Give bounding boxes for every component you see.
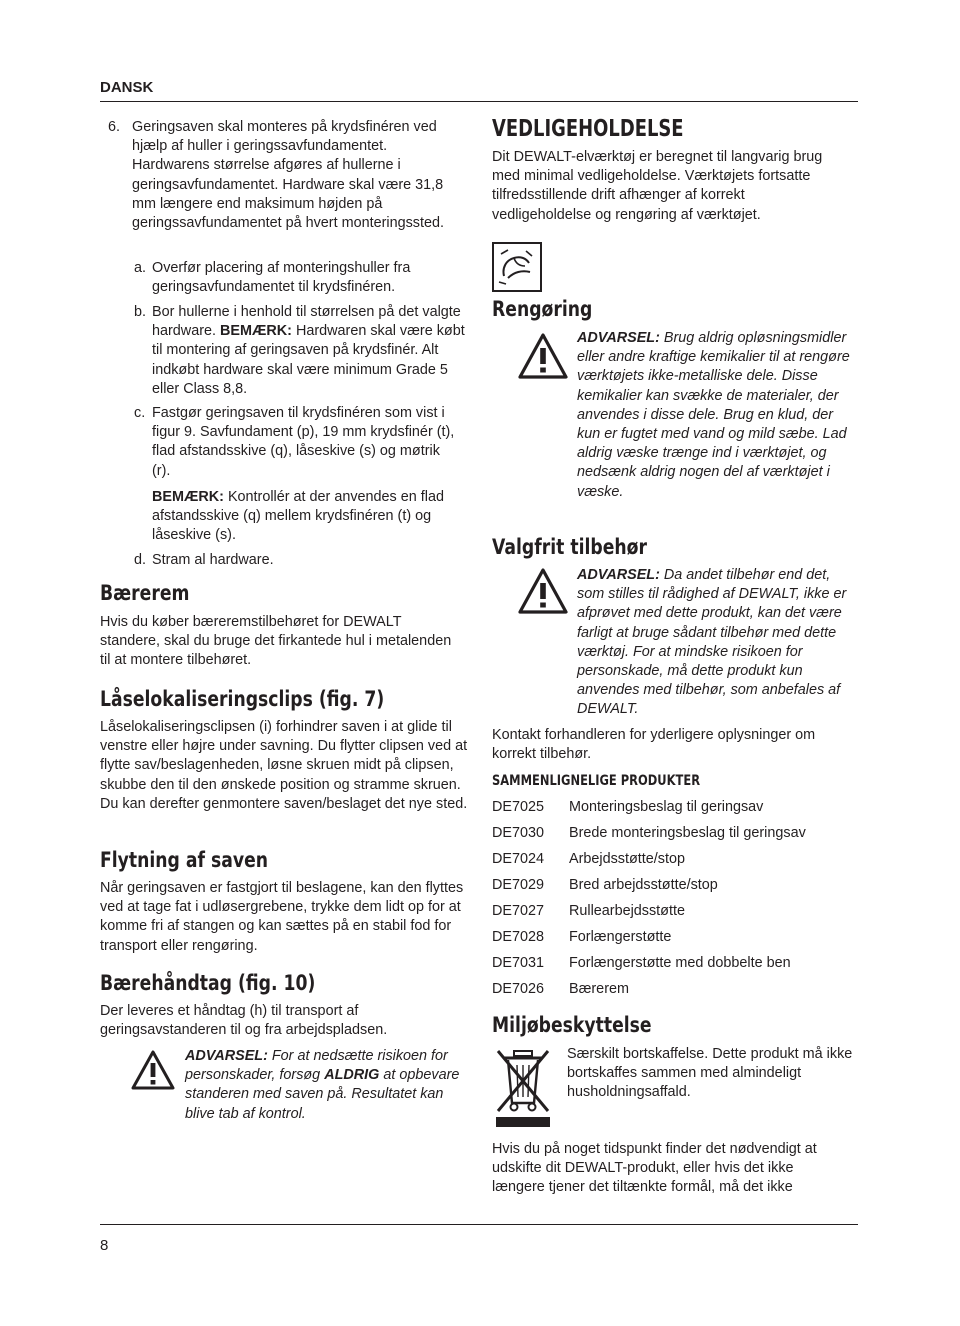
table-row [492,924,858,950]
item-d-text: Stram al hardware. [152,552,274,568]
warning-label: ADVARSEL: [185,1048,268,1064]
product-code: DE7030 [492,825,545,841]
rengoering-warning-label: ADVARSEL: [577,330,660,346]
product-code: DE7024 [492,851,545,867]
item-a-text: Overfør placering af monteringshuller fra geringsavfundamentet til krydsfinéren. [152,260,411,296]
products-table [492,794,858,1002]
item-c-note [152,488,468,546]
product-desc: Brede monteringsbeslag til geringsav [569,825,806,841]
products-heading: SAMMENLIGNELIGE PRODUKTER [492,773,701,789]
product-code: DE7029 [492,877,545,893]
table-row [492,976,858,1002]
rengoering-warning-text: Brug aldrig opløsningsmidler eller andre kraftige kemikalier til at rengøre værktøjets ikke-metalliske dele. Disse kemikalier kan svække de materialer, der anvendes i disse dele. Brug en klud, der kun er fugtet med vand og mild sæbe. Lad aldrig væske trænge ind i værktøjet, og nedsænk aldrig nogen del af værktøjet i væske. [577,330,850,500]
table-row [492,820,858,846]
item-c-note-label: BEMÆRK: [152,489,224,505]
item-b-note-label: BEMÆRK: [220,323,292,340]
product-code: DE7026 [492,981,545,997]
laase-text: Låselokaliseringsclipsen (i) forhindrer saven i at glide til venstre eller højre under savning. Du flytter clipsen ved at flytte sav/beslagenheden, løsne skruen midt på clipsen, skubbe den til den ønskede position og stramme skruen. Du kan derefter genmontere saven/beslaget det nye sted. [100,719,468,812]
item-d-label: d. [134,552,147,568]
miljoe-recycle-text: Særskilt bortskaffelse. Dette produkt må ikke bortskaffes sammen med almindeligt husholdningsaffald. [567,1046,853,1101]
table-row [492,794,858,820]
laase-heading: Låselokaliseringsclips (fig. 7) [100,687,385,711]
rengoering-warning [577,329,851,502]
table-row [492,872,858,898]
warning-text-1: For at nedsætte risikoen for personskader, forsøg [185,1048,448,1084]
product-desc: Forlængerstøtte [569,929,672,945]
tilbehoer-contact: Kontakt forhandleren for yderligere oplysninger om korrekt tilbehør. [492,727,816,763]
rengoering-heading: Rengøring [492,297,593,321]
miljoe-text: Hvis du på noget tidspunkt finder det nødvendigt at udskifte dit DEWALT-produkt, eller hvis det ikke længere tjener det tiltænkte formål, må det ikke [492,1141,817,1196]
item-6-text: Geringsaven skal monteres på krydsfinéren ved hjælp af huller i geringssavfundamentet. Hardwarens størrelse afgøres af hullerne i geringsavfundamentet. Hardware skal være 31,8 mm længere end maksimum højden på geringssavfundamentet på hvert monteringssted. [132,119,444,232]
item-c-note-text: Kontrollér at der anvendes en flad afstandsskive (q) mellem krydsfinéren (t) og låseskive (s). [152,489,444,544]
product-code: DE7025 [492,799,545,815]
footer-divider [100,1224,858,1225]
tilbehoer-warning [577,566,857,720]
baerehaandtag-text: Der leveres et håndtag (h) til transport af geringsavstanderen til og fra arbejdspladsen. [100,1003,388,1039]
item-a-label: a. [134,260,147,276]
table-row [492,950,858,976]
item-b-label: b. [134,304,147,320]
product-desc: Rullearbejdsstøtte [569,903,685,919]
item-a [134,259,460,297]
product-desc: Forlængerstøtte med dobbelte ben [569,955,791,971]
item-b-note-text: Hardwaren skal være købt til montering af geringsaven på krydsfinér. Alt indkøbt hardware skal være minimum Grade 5 eller Class 8,8. [152,323,465,397]
product-desc: Arbejdsstøtte/stop [569,851,685,867]
warning-triangle-icon [131,1050,175,1090]
vedligeholdelse-heading: VEDLIGEHOLDELSE [492,116,684,142]
warning-triangle-icon [518,333,568,379]
product-desc: Bred arbejdsstøtte/stop [569,877,718,893]
flytning-text: Når geringsaven er fastgjort til beslagene, kan den flyttes ved at tage fat i udløsergrebene, trykke dem lidt op for at komme fri af stangen og kan sættes på en stabil fod for transport eller rengøring. [100,880,464,954]
item-d [134,551,460,570]
table-row [492,898,858,924]
warning-text-2: at opbevare standeren med saven på. Resultatet kan blive tab af kontrol. [185,1067,460,1122]
product-desc: Bærerem [569,981,629,997]
baererem-text: Hvis du køber bæreremstilbehøret for DEWALT standere, skal du bruge det firkantede hul i metalenden til at montere tilbehøret. [100,614,452,669]
tilbehoer-warning-label: ADVARSEL: [577,567,660,583]
item-c-text: Fastgør geringsaven til krydsfinéren som vist i figur 9. Savfundament (p), 19 mm krydsfinér (t), flad afstandsskive (q), låseskive (s) og møtrik (r). [152,405,455,479]
crossed-out-bin-icon [492,1047,554,1129]
warning-emphasis: ALDRIG [324,1067,380,1084]
bracket-warning [185,1047,460,1124]
product-code: DE7028 [492,929,545,945]
baerehaandtag-heading: Bærehåndtag (fig. 10) [100,971,316,995]
tilbehoer-heading: Valgfrit tilbehør [492,535,647,559]
baererem-heading: Bærerem [100,581,190,605]
warning-triangle-icon [518,568,568,614]
item-6 [108,118,460,233]
page-number: 8 [100,1237,109,1254]
item-b [134,303,472,399]
product-code: DE7031 [492,955,545,971]
product-desc: Monteringsbeslag til geringsav [569,799,764,815]
item-c-label: c. [134,405,146,421]
miljoe-heading: Miljøbeskyttelse [492,1013,652,1037]
vedligeholdelse-text: Dit DEWALT-elværktøj er beregnet til langvarig brug med minimal vedligeholdelse. Værktøjets fortsatte tilfredsstillende drift afhænger af korrekt vedligeholdelse og rengøring af værktøjet. [492,149,823,223]
language-label: DANSK [100,79,154,96]
table-row [492,846,858,872]
cleaning-cloth-icon [492,242,542,292]
item-c [134,404,460,481]
item-6-number: 6. [108,119,121,135]
item-b-text: Bor hullerne i henhold til størrelsen på det valgte hardware. [152,304,461,340]
header-divider [100,101,858,102]
product-code: DE7027 [492,903,545,919]
tilbehoer-warning-text: Da andet tilbehør end det, som stilles til rådighed af DEWALT, ikke er afprøvet med dette produkt, kan det være farligt at bruge sådant tilbehør med dette værktøj. For at mindske risikoen for personskade, må dette produkt kun anvendes med tilbehør, som anbefales af DEWALT. [577,567,847,718]
flytning-heading: Flytning af saven [100,848,269,872]
